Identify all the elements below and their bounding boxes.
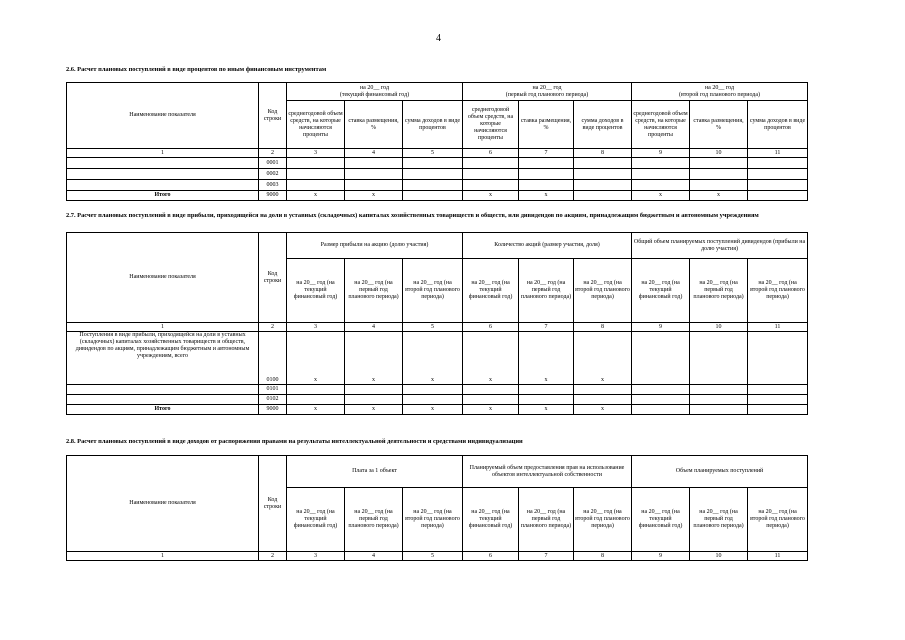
- name-header: Наименование показателя: [67, 456, 259, 552]
- code-header: Код строки: [259, 456, 287, 552]
- name-header: Наименование показателя: [67, 233, 259, 323]
- sub-header: на 20__ год (на первый год планового периода): [345, 488, 403, 552]
- sub-header: на 20__ год (на первый год планового периода): [345, 259, 403, 323]
- row-cell: [345, 180, 403, 191]
- row-cell: x: [345, 191, 403, 201]
- sub-header: ставка размещения, %: [690, 101, 748, 149]
- row-cell: [403, 385, 463, 395]
- row-cell: [519, 385, 574, 395]
- col-num: 8: [574, 149, 632, 158]
- col-num: 6: [463, 149, 519, 158]
- row-cell: [345, 385, 403, 395]
- row-cell: [574, 169, 632, 180]
- col-num: 6: [463, 323, 519, 332]
- row-cell: [632, 180, 690, 191]
- row-cell: x: [519, 191, 574, 201]
- row-cell: [345, 395, 403, 405]
- col-num: 1: [67, 323, 259, 332]
- sub-header: на 20__ год (на текущий финансовый год): [632, 488, 690, 552]
- col-num: 7: [519, 552, 574, 561]
- sub-header: на 20__ год (на второй год планового периода): [574, 259, 632, 323]
- row-cell: x: [632, 191, 690, 201]
- row-cell: [403, 191, 463, 201]
- col-num: 3: [287, 149, 345, 158]
- col-num: 2: [259, 149, 287, 158]
- sub-header: на 20__ год (на первый год планового периода): [690, 259, 748, 323]
- row-cell: [690, 169, 748, 180]
- row-cell: [632, 332, 690, 385]
- row-cell: [690, 385, 748, 395]
- page-number: 4: [436, 33, 441, 44]
- sub-header: среднегодовой объем средств, на которые начисляются проценты: [287, 101, 345, 149]
- row-cell: x: [463, 405, 519, 415]
- row-cell: [287, 385, 345, 395]
- sub-header: на 20__ год (на второй год планового периода): [748, 488, 808, 552]
- row-cell: [632, 169, 690, 180]
- col-num: 10: [690, 149, 748, 158]
- col-num: 2: [259, 323, 287, 332]
- row-cell: x: [519, 405, 574, 415]
- sub-header: ставка размещения, %: [519, 101, 574, 149]
- sub-header: на 20__ год (на текущий финансовый год): [463, 488, 519, 552]
- row-cell: [748, 395, 808, 405]
- row-cell: x: [463, 332, 519, 385]
- table-2-7: [66, 232, 808, 415]
- name-header: Наименование показателя: [67, 83, 259, 149]
- col-num: 4: [345, 552, 403, 561]
- col-num: 1: [67, 552, 259, 561]
- col-num: 5: [403, 323, 463, 332]
- sub-header: на 20__ год (на первый год планового периода): [519, 488, 574, 552]
- sub-header: на 20__ год (на текущий финансовый год): [287, 488, 345, 552]
- col-num: 1: [67, 149, 259, 158]
- table-row: [67, 332, 808, 385]
- row-cell: [463, 385, 519, 395]
- row-cell: [403, 169, 463, 180]
- group-header: Размер прибыли на акцию (долю участия): [287, 233, 463, 259]
- row-name: [67, 385, 259, 395]
- table-row: [67, 385, 808, 395]
- col-num: 8: [574, 323, 632, 332]
- row-cell: x: [403, 332, 463, 385]
- row-code: 9000: [259, 191, 287, 201]
- group-header: Объем планируемых поступлений: [632, 456, 808, 488]
- col-num: 2: [259, 552, 287, 561]
- col-num: 5: [403, 552, 463, 561]
- row-cell: [690, 158, 748, 169]
- row-cell: [519, 169, 574, 180]
- row-cell: [748, 191, 808, 201]
- row-cell: x: [287, 332, 345, 385]
- code-header: Код строки: [259, 83, 287, 149]
- col-num: 3: [287, 552, 345, 561]
- table-2-8: [66, 455, 808, 561]
- row-code: 0001: [259, 158, 287, 169]
- row-cell: [403, 158, 463, 169]
- row-cell: [287, 158, 345, 169]
- section-2-8-title: 2.8. Расчет плановых поступлений в виде доходов от распоряжения правами на результаты интеллектуальной деятельности и средствами индивидуализации: [66, 438, 523, 445]
- sub-header: сумма доходов в виде процентов: [748, 101, 808, 149]
- row-cell: x: [345, 332, 403, 385]
- row-cell: [463, 169, 519, 180]
- group-header: Общий объем планируемых поступлений дивидендов (прибыли на долю участия): [632, 233, 808, 259]
- sub-header: среднегодовой объем средств, на которые начисляются проценты: [632, 101, 690, 149]
- row-name: [67, 395, 259, 405]
- row-name: Поступления в виде прибыли, приходящейся на доли в уставных (складочных) капиталах хозяйственных товариществ и обществ, дивидендов по акциям, принадлежащим бюджетным и автономным учреждениям, всего: [67, 332, 259, 385]
- sub-header: сумма доходов в виде процентов: [403, 101, 463, 149]
- row-cell: [748, 158, 808, 169]
- group-header: Количество акций (размер участия, доля): [463, 233, 632, 259]
- sub-header: на 20__ год (на второй год планового периода): [748, 259, 808, 323]
- table-row: [67, 180, 808, 191]
- col-num: 8: [574, 552, 632, 561]
- row-cell: [690, 405, 748, 415]
- col-num: 11: [748, 149, 808, 158]
- sub-header: на 20__ год (на первый год планового периода): [690, 488, 748, 552]
- row-cell: [690, 395, 748, 405]
- row-cell: x: [463, 191, 519, 201]
- row-cell: x: [519, 332, 574, 385]
- table-2-6: [66, 82, 808, 201]
- row-cell: [519, 395, 574, 405]
- col-num: 7: [519, 323, 574, 332]
- row-name: [67, 180, 259, 191]
- row-cell: [345, 158, 403, 169]
- row-cell: [632, 385, 690, 395]
- row-cell: [574, 158, 632, 169]
- row-code: 0003: [259, 180, 287, 191]
- col-num: 5: [403, 149, 463, 158]
- row-cell: [632, 158, 690, 169]
- group-header: Плата за 1 объект: [287, 456, 463, 488]
- table-row: [67, 405, 808, 415]
- row-cell: [574, 385, 632, 395]
- row-code: 9000: [259, 405, 287, 415]
- col-num: 9: [632, 149, 690, 158]
- table-row: [67, 191, 808, 201]
- col-num: 4: [345, 323, 403, 332]
- sub-header: ставка размещения, %: [345, 101, 403, 149]
- row-cell: [287, 169, 345, 180]
- row-cell: [519, 158, 574, 169]
- section-2-6-title: 2.6. Расчет плановых поступлений в виде процентов по иным финансовым инструментам: [66, 66, 327, 73]
- code-header: Код строки: [259, 233, 287, 323]
- col-num: 6: [463, 552, 519, 561]
- row-cell: [690, 180, 748, 191]
- row-cell: [632, 405, 690, 415]
- row-cell: x: [403, 405, 463, 415]
- col-num: 10: [690, 323, 748, 332]
- col-num: 9: [632, 552, 690, 561]
- sub-header: на 20__ год (на второй год планового периода): [403, 488, 463, 552]
- col-num: 7: [519, 149, 574, 158]
- row-cell: [463, 158, 519, 169]
- row-code: 0102: [259, 395, 287, 405]
- row-cell: [748, 180, 808, 191]
- row-cell: [463, 180, 519, 191]
- col-num: 4: [345, 149, 403, 158]
- row-cell: [287, 395, 345, 405]
- col-num: 9: [632, 323, 690, 332]
- table-row: [67, 158, 808, 169]
- row-code: 0101: [259, 385, 287, 395]
- sub-header: на 20__ год (на второй год планового периода): [574, 488, 632, 552]
- sub-header: сумма доходов в виде процентов: [574, 101, 632, 149]
- section-2-7-title: 2.7. Расчет плановых поступлений в виде прибыли, приходящейся на доли в уставных (складочных) капиталах хозяйственных товариществ и обществ, или дивидендов по акциям, принадлежащим бюджетным и автономным учреждениям: [66, 212, 759, 219]
- period-header: на 20__ год (текущий финансовый год): [287, 83, 463, 101]
- row-cell: [574, 395, 632, 405]
- row-cell: [748, 169, 808, 180]
- row-cell: x: [287, 405, 345, 415]
- row-cell: [574, 180, 632, 191]
- row-cell: [287, 180, 345, 191]
- row-cell: x: [345, 405, 403, 415]
- row-cell: [748, 332, 808, 385]
- row-cell: [748, 385, 808, 395]
- sub-header: среднегодовой объем средств, на которые начисляются проценты: [463, 101, 519, 149]
- col-num: 3: [287, 323, 345, 332]
- sub-header: на 20__ год (на второй год планового периода): [403, 259, 463, 323]
- row-name: [67, 169, 259, 180]
- group-header: Планируемый объем предоставления прав на использование объектов интеллектуальной собственности: [463, 456, 632, 488]
- row-name: Итого: [67, 405, 259, 415]
- row-cell: [519, 180, 574, 191]
- sub-header: на 20__ год (на текущий финансовый год): [632, 259, 690, 323]
- row-cell: [574, 191, 632, 201]
- row-name: Итого: [67, 191, 259, 201]
- row-cell: x: [690, 191, 748, 201]
- row-cell: [463, 395, 519, 405]
- row-cell: [632, 395, 690, 405]
- period-header: на 20__ год (первый год планового периода): [463, 83, 632, 101]
- col-num: 11: [748, 552, 808, 561]
- row-cell: x: [287, 191, 345, 201]
- col-num: 11: [748, 323, 808, 332]
- sub-header: на 20__ год (на первый год планового периода): [519, 259, 574, 323]
- row-cell: [403, 395, 463, 405]
- row-cell: x: [574, 332, 632, 385]
- table-row: [67, 169, 808, 180]
- table-row: [67, 395, 808, 405]
- row-code: 0002: [259, 169, 287, 180]
- row-cell: [345, 169, 403, 180]
- row-code: 0100: [259, 332, 287, 385]
- row-cell: [748, 405, 808, 415]
- row-name: [67, 158, 259, 169]
- sub-header: на 20__ год (на текущий финансовый год): [463, 259, 519, 323]
- period-header: на 20__ год (второй год планового периода): [632, 83, 808, 101]
- sub-header: на 20__ год (на текущий финансовый год): [287, 259, 345, 323]
- row-cell: [690, 332, 748, 385]
- col-num: 10: [690, 552, 748, 561]
- row-cell: x: [574, 405, 632, 415]
- row-cell: [403, 180, 463, 191]
